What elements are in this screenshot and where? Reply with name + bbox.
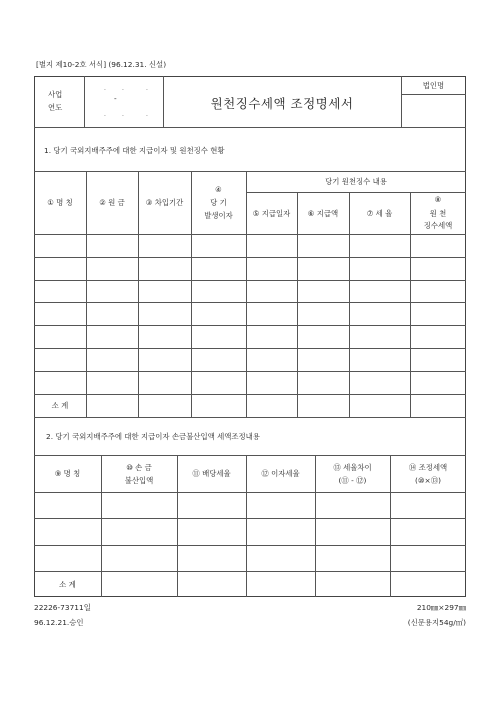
s1-col-line-3 (191, 171, 192, 417)
s2-header-bottom (34, 492, 466, 493)
s1-total-label: 소 계 (51, 401, 69, 410)
s1-col-pay-amount: ⑥ 지급액 (307, 209, 339, 218)
s1-col-line-4 (246, 171, 247, 417)
s1-col-line-5 (297, 192, 298, 417)
section2-heading: 2. 당기 국외지배주주에 대한 지급이자 손금불산입액 세액조정내용 (46, 432, 260, 441)
s1-col-line-2 (138, 171, 139, 417)
s1-col-withheld-no: ⑧ (434, 195, 442, 204)
s2-total-label: 소 계 (59, 580, 76, 589)
s2-col-adjust-l2: (⑩×⑬) (415, 476, 441, 485)
header-divider (34, 127, 466, 128)
s1-col-line-6 (349, 192, 350, 417)
year-label-1: 사업 (48, 90, 63, 99)
s1-col-tax-rate: ⑦ 세 율 (366, 209, 393, 218)
form-title: 원천징수세액 조정명세서 (210, 96, 354, 111)
footer-code: 22226-73711일 (34, 603, 91, 612)
footer-paper: (신문용지54g/㎡) (407, 618, 466, 627)
year-field-dash: - (114, 94, 117, 103)
s1-table-top (34, 171, 466, 172)
year-label-2: 연도 (48, 103, 63, 112)
s1-col-interest-l1: 당 기 (210, 198, 227, 207)
s1-row-line-2 (34, 280, 466, 281)
s2-row-line-3 (34, 571, 466, 572)
s1-row-line-6 (34, 371, 466, 372)
s2-col-nondeductible-l1: ⑩ 손 금 (126, 463, 152, 472)
s1-group-divider (246, 192, 466, 193)
footer-approval: 96.12.21.승인 (34, 618, 84, 627)
s2-row-line-1 (34, 518, 466, 519)
year-field-dots-top-right: . (146, 85, 148, 92)
s2-row-line-2 (34, 545, 466, 546)
s1-col-interest-l2: 발생이자 (204, 211, 233, 220)
s2-col-interest-rate: ⑫ 이자세율 (261, 469, 300, 478)
form-label: [별지 제10-2호 서식] (96.12.31. 신설) (36, 60, 167, 69)
s1-col-pay-date: ⑤ 지급일자 (252, 209, 291, 218)
s1-header-bottom (34, 234, 466, 235)
s1-row-line-5 (34, 348, 466, 349)
year-field-dots-top-left: . (104, 85, 106, 92)
s2-col-adjust-l1: ⑭ 조정세액 (408, 463, 448, 472)
s2-table-top (34, 455, 466, 456)
year-field-dots-bottom-left: . (104, 111, 106, 118)
s2-col-dividend-rate: ⑪ 배당세율 (192, 469, 231, 478)
s1-row-line-7 (34, 394, 466, 395)
year-field-dots-top-mid: . (122, 85, 124, 92)
s2-col-name: ⑨ 명 칭 (54, 469, 81, 478)
s2-col-rate-diff-l2: (⑪ - ⑫) (338, 476, 367, 485)
s1-table-bottom (34, 417, 466, 418)
s2-col-rate-diff-l1: ⑬ 세율차이 (333, 463, 372, 472)
s1-col-principal: ② 원 금 (99, 198, 125, 207)
year-field-dots-bottom-right: . (146, 111, 148, 118)
s2-col-nondeductible-l2: 불산입액 (124, 476, 154, 485)
s1-col-withheld-l2: 징수세액 (423, 221, 453, 230)
header-vline-1 (84, 76, 85, 127)
corp-name-divider (401, 94, 466, 95)
s1-col-name: ① 명 칭 (47, 198, 73, 207)
s1-row-line-1 (34, 257, 466, 258)
s1-col-interest-no: ④ (215, 185, 222, 194)
corp-name-label: 법인명 (422, 81, 445, 90)
s1-col-withheld-l1: 원 천 (429, 209, 447, 218)
section1-heading: 1. 당기 국외지배주주에 대한 지급이자 및 원천징수 현황 (44, 146, 225, 155)
s1-row-line-4 (34, 325, 466, 326)
year-field-dots-bottom-mid: . (122, 111, 124, 118)
s1-row-line-3 (34, 302, 466, 303)
footer-size: 210㎜×297㎜ (416, 603, 466, 612)
s1-col-line-1 (86, 171, 87, 417)
s1-col-group: 당기 원천징수 내용 (325, 177, 387, 186)
s1-col-period: ③ 차입기간 (145, 198, 184, 207)
